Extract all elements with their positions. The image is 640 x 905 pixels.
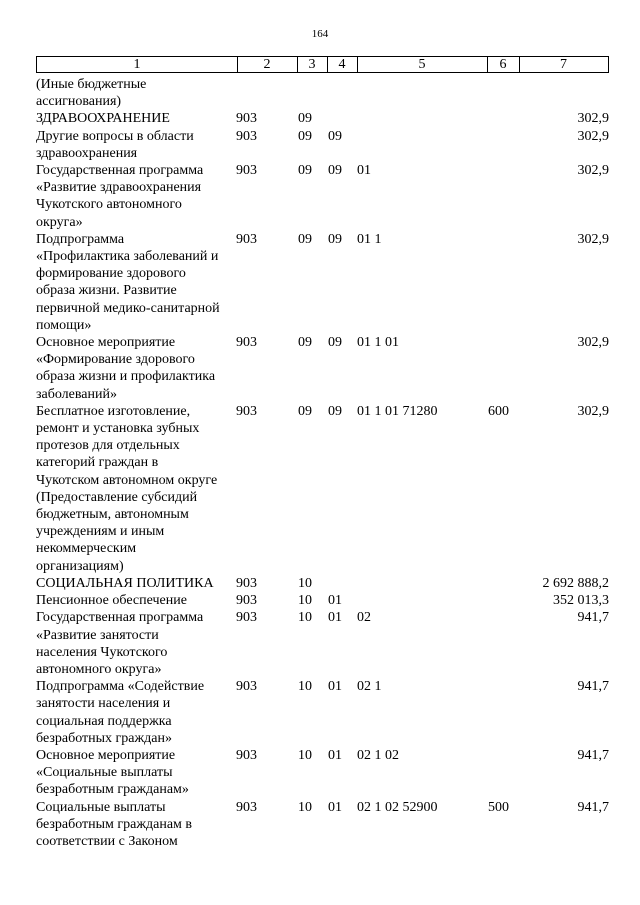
table-row [36, 403, 609, 575]
row-rz: 10 [298, 747, 312, 763]
row-csr: 02 [357, 610, 371, 626]
table-row [36, 76, 609, 110]
row-sum: 941,7 [577, 799, 609, 815]
row-name: (Иные бюджетные ассигнования) [36, 77, 147, 110]
row-csr: 02 1 02 [357, 747, 399, 763]
row-gr: 903 [236, 128, 257, 144]
row-name: Государственная программа «Развитие здравоохранения Чукотского автономного округа» [36, 163, 204, 230]
row-csr: 01 [357, 163, 371, 179]
row-name: Подпрограмма «Содействие занятости населения и социальная поддержка безработных граждан» [36, 679, 205, 746]
header-col-3: 3 [297, 57, 328, 72]
table-row [36, 747, 609, 799]
row-sum: 941,7 [577, 679, 609, 695]
row-sum: 302,9 [577, 335, 609, 351]
table-row [36, 592, 609, 609]
row-name: Государственная программа «Развитие занятости населения Чукотского автономного округа» [36, 610, 204, 677]
row-name: ЗДРАВООХРАНЕНИЕ [36, 111, 170, 127]
row-gr: 903 [236, 679, 257, 695]
row-pr: 01 [328, 799, 342, 815]
row-csr: 02 1 02 52900 [357, 799, 438, 815]
row-rz: 09 [298, 111, 312, 127]
row-pr: 09 [328, 335, 342, 351]
table-row [36, 609, 609, 678]
row-rz: 10 [298, 679, 312, 695]
row-rz: 10 [298, 799, 312, 815]
row-gr: 903 [236, 575, 257, 591]
row-rz: 10 [298, 575, 312, 591]
row-name: Бесплатное изготовление, ремонт и установка зубных протезов для отдельных категорий граждан в Чукотском автономном округе (Предоставление субсидий бюджетным, автономным учреждениям и иным некоммерческим организациям) [36, 403, 218, 574]
table-row [36, 678, 609, 747]
row-name: Социальные выплаты безработным гражданам в соответствии с Законом [36, 799, 193, 849]
row-gr: 903 [236, 593, 257, 609]
row-csr: 01 1 01 71280 [357, 403, 438, 419]
row-rz: 09 [298, 231, 312, 247]
row-gr: 903 [236, 231, 257, 247]
row-name: Подпрограмма «Профилактика заболеваний и формирование здорового образа жизни. Развитие первичной медико-санитарной помощи» [36, 231, 220, 333]
row-gr: 903 [236, 747, 257, 763]
table-header [36, 56, 609, 73]
row-rz: 09 [298, 403, 312, 419]
row-name: Основное мероприятие «Социальные выплаты безработным гражданам» [36, 747, 189, 798]
row-sum: 302,9 [577, 128, 609, 144]
row-rz: 09 [298, 128, 312, 144]
row-csr: 02 1 [357, 679, 382, 695]
row-gr: 903 [236, 610, 257, 626]
row-pr: 09 [328, 231, 342, 247]
row-vr: 600 [488, 403, 509, 419]
row-pr: 09 [328, 163, 342, 179]
table-row [36, 162, 609, 231]
row-csr: 01 1 [357, 231, 382, 247]
row-vr: 500 [488, 799, 509, 815]
row-rz: 10 [298, 593, 312, 609]
row-pr: 01 [328, 679, 342, 695]
row-sum: 302,9 [577, 111, 609, 127]
row-pr: 01 [328, 610, 342, 626]
row-name: СОЦИАЛЬНАЯ ПОЛИТИКА [36, 575, 214, 591]
row-sum: 941,7 [577, 747, 609, 763]
table-row [36, 110, 609, 127]
row-csr: 01 1 01 [357, 335, 399, 351]
row-rz: 10 [298, 610, 312, 626]
row-name: Другие вопросы в области здравоохранения [36, 128, 194, 161]
header-col-2: 2 [237, 57, 298, 72]
table-body [36, 76, 609, 850]
row-sum: 941,7 [577, 610, 609, 626]
row-gr: 903 [236, 111, 257, 127]
row-sum: 2 692 888,2 [542, 575, 609, 591]
row-gr: 903 [236, 163, 257, 179]
row-gr: 903 [236, 403, 257, 419]
table-row [36, 231, 609, 334]
header-col-5: 5 [357, 57, 488, 72]
row-sum: 302,9 [577, 163, 609, 179]
header-col-4: 4 [327, 57, 358, 72]
row-name: Пенсионное обеспечение [36, 593, 187, 609]
header-col-1: 1 [37, 57, 238, 72]
row-gr: 903 [236, 335, 257, 351]
table-row [36, 128, 609, 162]
row-pr: 09 [328, 403, 342, 419]
row-rz: 09 [298, 163, 312, 179]
row-sum: 302,9 [577, 231, 609, 247]
table-row [36, 575, 609, 592]
row-sum: 352 013,3 [553, 593, 609, 609]
row-pr: 01 [328, 593, 342, 609]
row-sum: 302,9 [577, 403, 609, 419]
table-row [36, 799, 609, 851]
row-name: Основное мероприятие «Формирование здорового образа жизни и профилактика заболеваний» [36, 335, 216, 402]
row-pr: 01 [328, 747, 342, 763]
row-gr: 903 [236, 799, 257, 815]
header-col-7: 7 [560, 57, 567, 72]
table-row [36, 334, 609, 403]
page-number: 164 [311, 28, 329, 40]
row-rz: 09 [298, 335, 312, 351]
header-col-6: 6 [487, 57, 520, 72]
row-pr: 09 [328, 128, 342, 144]
